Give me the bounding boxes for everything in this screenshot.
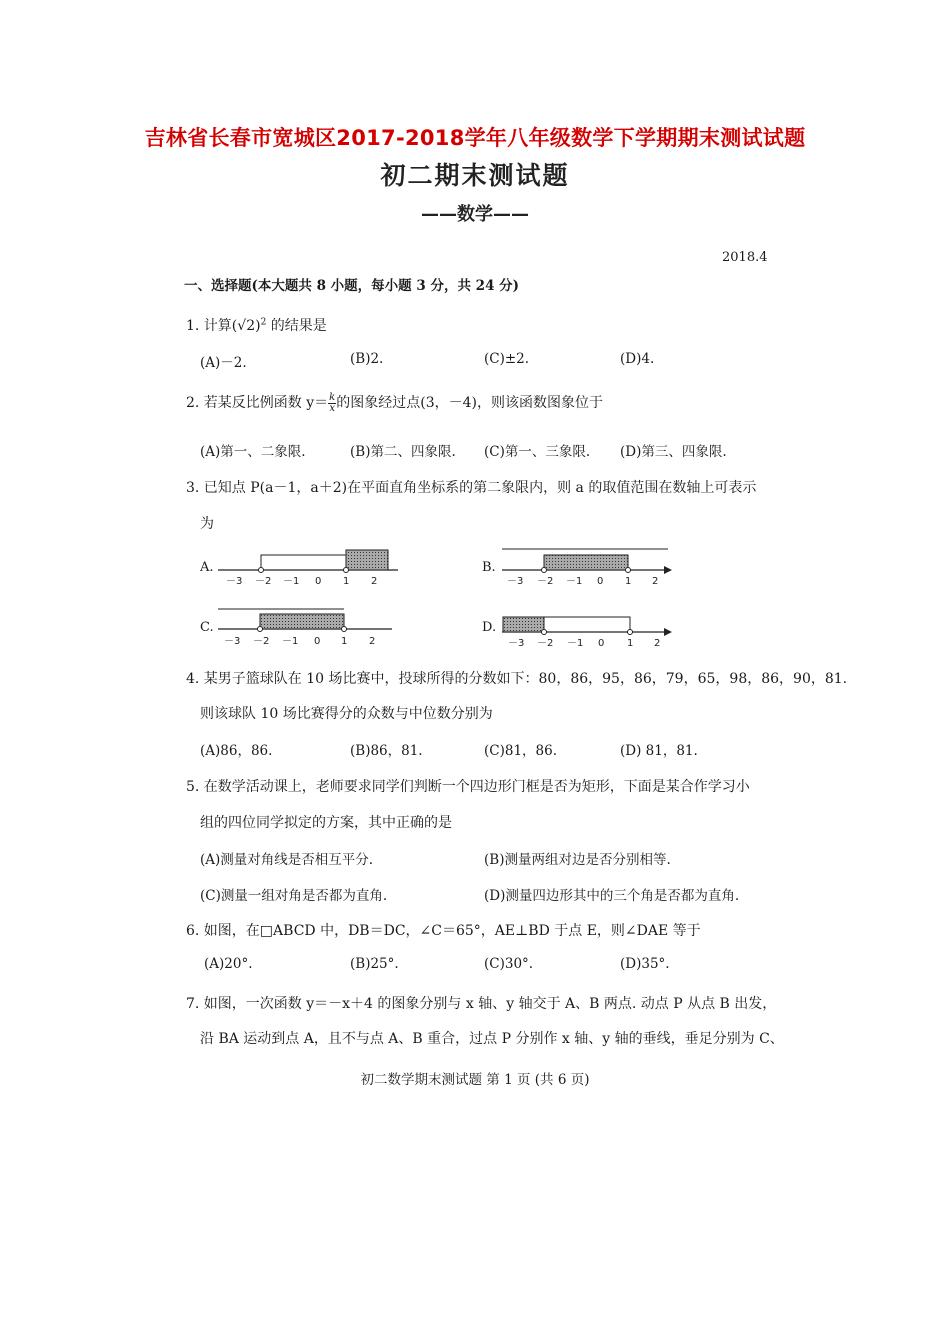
q2-option-a: (A)第一、二象限. <box>200 444 306 460</box>
shaded-region <box>544 555 628 570</box>
question-3-line-2: 为 <box>200 516 214 532</box>
fraction-denominator: x <box>329 402 336 414</box>
question-7-line-2: 沿 BA 运动到点 A，且不与点 A、B 重合，过点 P 分别作 x 轴、y 轴的垂线，垂足分别为 C、 <box>200 1031 784 1047</box>
open-dot <box>542 568 547 573</box>
tick-label: 1 <box>625 576 632 587</box>
question-2-suffix: 的图象经过点(3，－4)，则该函数图象位于 <box>336 395 603 411</box>
q6-option-d: (D)35°. <box>620 956 670 972</box>
tick-label: 1 <box>343 576 350 587</box>
option-b-label: B. <box>482 560 496 575</box>
question-2-prefix: 2. 若某反比例函数 y＝ <box>186 395 329 411</box>
number-line-a <box>218 550 398 587</box>
tick-label: －1 <box>282 636 299 647</box>
q6-option-a: (A)20°. <box>204 956 253 972</box>
question-1-prefix: 1. 计算( <box>186 318 238 334</box>
exam-title: 初二期末测试题 <box>380 161 570 190</box>
fraction-numerator: k <box>329 391 336 403</box>
q2-option-c: (C)第一、三象限. <box>484 444 591 460</box>
tick-label: －1 <box>567 638 584 649</box>
option-c-label: C. <box>200 620 214 635</box>
question-3-line-1: 3. 已知点 P(a－1，a＋2)在平面直角坐标系的第二象限内，则 a 的取值范围在数轴上可表示 <box>186 480 757 496</box>
shaded-region <box>346 550 388 570</box>
tick-label: －3 <box>224 636 241 647</box>
tick-label: 2 <box>369 636 376 647</box>
tick-label: －1 <box>566 576 583 587</box>
tick-label: －3 <box>508 638 525 649</box>
tick-label: 2 <box>652 576 659 587</box>
shaded-region <box>503 617 544 632</box>
q4-option-c: (C)81，86. <box>484 743 558 759</box>
q5-option-d: (D)测量四边形其中的三个角是否都为直角. <box>484 888 740 904</box>
tick-label: 0 <box>314 636 321 647</box>
question-4-line-1: 4. 某男子篮球队在 10 场比赛中，投球所得的分数如下：80，86，95，86，79，65，98，86，90，81. <box>186 671 848 687</box>
option-a-label: A. <box>200 560 214 575</box>
question-1-sqrt: √2 <box>237 318 256 334</box>
tick-label: 2 <box>654 638 661 649</box>
tick-label: 1 <box>627 638 634 649</box>
q4-option-a: (A)86，86. <box>200 743 273 759</box>
question-1-close: ) <box>255 318 261 334</box>
section-heading: 一、选择题(本大题共 8 小题，每小题 3 分，共 24 分) <box>184 278 520 294</box>
tick-label: －3 <box>507 576 524 587</box>
tick-label: 0 <box>598 638 605 649</box>
q5-option-c: (C)测量一组对角是否都为直角. <box>200 888 388 904</box>
arrow-icon <box>664 566 672 574</box>
open-dot <box>344 568 349 573</box>
open-dot <box>342 627 347 632</box>
question-6: 6. 如图，在□ABCD 中，DB＝DC，∠C＝65°，AE⊥BD 于点 E，则∠DAE 等于 <box>186 923 701 939</box>
q2-option-d: (D)第三、四象限. <box>620 444 727 460</box>
tick-label: 1 <box>341 636 348 647</box>
q2-option-b: (B)第二、四象限. <box>350 444 456 460</box>
q1-option-c: (C)±2. <box>484 351 530 367</box>
question-1-exponent: 2 <box>260 317 267 328</box>
arrow-icon <box>664 628 672 636</box>
number-line-d <box>502 617 672 649</box>
open-dot <box>259 568 264 573</box>
question-5-line-2: 组的四位同学拟定的方案，其中正确的是 <box>200 815 452 831</box>
q6-option-b: (B)25°. <box>350 956 399 972</box>
option-d-label: D. <box>482 620 497 635</box>
q1-option-d: (D)4. <box>620 351 655 367</box>
tick-label: －1 <box>283 576 300 587</box>
number-line-c <box>218 609 392 647</box>
q5-option-a: (A)测量对角线是否相互平分. <box>200 852 374 868</box>
question-1-suffix: 的结果是 <box>266 318 327 334</box>
q1-option-a: (A)－2. <box>200 355 247 371</box>
q5-option-b: (B)测量两组对边是否分别相等. <box>484 852 671 868</box>
tick-label: 2 <box>371 576 378 587</box>
subject-title: ——数学—— <box>421 204 529 225</box>
document-header-title: 吉林省长春市宽城区2017-2018学年八年级数学下学期期末测试试题 <box>144 126 806 150</box>
tick-label: －2 <box>537 576 554 587</box>
page-footer: 初二数学期末测试题 第 1 页 (共 6 页) <box>360 1072 590 1088</box>
q4-option-d: (D) 81，81. <box>620 743 698 759</box>
tick-label: －2 <box>255 576 272 587</box>
open-dot <box>626 568 631 573</box>
tick-label: －3 <box>226 576 243 587</box>
question-5-line-1: 5. 在数学活动课上，老师要求同学们判断一个四边形门框是否为矩形，下面是某合作学习小 <box>186 779 750 795</box>
exam-date: 2018.4 <box>722 250 768 265</box>
q4-option-b: (B)86，81. <box>350 743 423 759</box>
open-dot <box>542 630 547 635</box>
open-dot <box>628 630 633 635</box>
tick-label: －2 <box>253 636 270 647</box>
number-line-b <box>502 549 672 587</box>
q6-option-c: (C)30°. <box>484 956 534 972</box>
q1-option-b: (B)2. <box>350 351 384 367</box>
tick-label: 0 <box>597 576 604 587</box>
shaded-region <box>260 614 344 629</box>
tick-label: 0 <box>315 576 322 587</box>
open-dot <box>258 627 263 632</box>
question-4-line-2: 则该球队 10 场比赛得分的众数与中位数分别为 <box>200 706 493 722</box>
tick-label: －2 <box>537 638 554 649</box>
question-7-line-1: 7. 如图，一次函数 y＝－x＋4 的图象分别与 x 轴、y 轴交于 A、B 两点. 动点 P 从点 B 出发， <box>186 996 777 1012</box>
